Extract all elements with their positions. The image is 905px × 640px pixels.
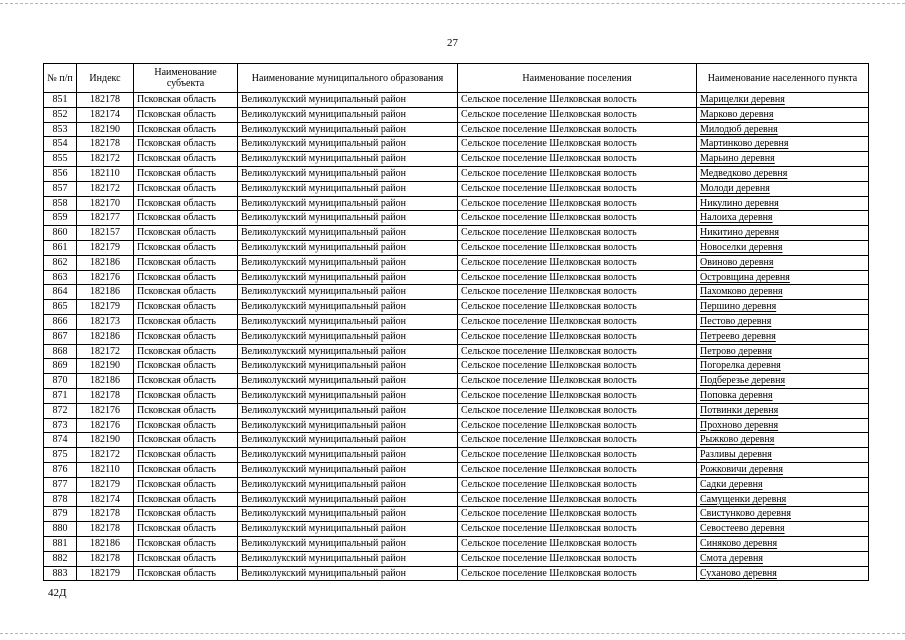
municipality-name: Великолукский муниципальный район [238,359,458,374]
row-number: 866 [44,314,77,329]
table-row [44,300,869,315]
row-number: 873 [44,418,77,433]
postal-index: 182176 [77,403,134,418]
locality-name: Марково деревня [697,107,869,122]
header-settlement: Наименование поселения [458,64,697,93]
settlement-name: Сельское поселение Шелковская волость [458,181,697,196]
table-row [44,122,869,137]
settlement-name: Сельское поселение Шелковская волость [458,137,697,152]
row-number: 855 [44,152,77,167]
row-number: 860 [44,226,77,241]
settlement-name: Сельское поселение Шелковская волость [458,566,697,581]
table-row [44,93,869,108]
settlement-name: Сельское поселение Шелковская волость [458,462,697,477]
table-row [44,388,869,403]
postal-index: 182186 [77,374,134,389]
row-number: 865 [44,300,77,315]
header-locality: Наименование населенного пункта [697,64,869,93]
municipality-name: Великолукский муниципальный район [238,152,458,167]
table-row [44,196,869,211]
municipality-name: Великолукский муниципальный район [238,181,458,196]
row-number: 864 [44,285,77,300]
row-number: 879 [44,507,77,522]
locality-name: Овиново деревня [697,255,869,270]
settlement-name: Сельское поселение Шелковская волость [458,107,697,122]
table-row [44,536,869,551]
settlement-name: Сельское поселение Шелковская волость [458,255,697,270]
municipality-name: Великолукский муниципальный район [238,374,458,389]
settlement-name: Сельское поселение Шелковская волость [458,433,697,448]
postal-index: 182172 [77,448,134,463]
table-row [44,240,869,255]
subject-name: Псковская область [134,107,238,122]
row-number: 868 [44,344,77,359]
table-body [44,93,869,581]
table-row [44,433,869,448]
table-row [44,270,869,285]
settlement-name: Сельское поселение Шелковская волость [458,536,697,551]
postal-index: 182178 [77,551,134,566]
settlement-name: Сельское поселение Шелковская волость [458,359,697,374]
locality-name: Пахомково деревня [697,285,869,300]
subject-name: Псковская область [134,329,238,344]
subject-name: Псковская область [134,522,238,537]
settlement-name: Сельское поселение Шелковская волость [458,240,697,255]
subject-name: Псковская область [134,255,238,270]
postal-index: 182178 [77,93,134,108]
municipality-name: Великолукский муниципальный район [238,196,458,211]
table-row [44,255,869,270]
table-row [44,166,869,181]
sheet-code: 42Д [48,587,67,599]
row-number: 861 [44,240,77,255]
postal-index: 182172 [77,152,134,167]
municipality-name: Великолукский муниципальный район [238,122,458,137]
table-row [44,137,869,152]
subject-name: Псковская область [134,374,238,389]
subject-name: Псковская область [134,536,238,551]
table-row [44,492,869,507]
subject-name: Псковская область [134,403,238,418]
postal-index: 182172 [77,181,134,196]
subject-name: Псковская область [134,507,238,522]
settlement-name: Сельское поселение Шелковская волость [458,166,697,181]
row-number: 877 [44,477,77,492]
row-number: 856 [44,166,77,181]
table-row [44,418,869,433]
locality-name: Марицелки деревня [697,93,869,108]
header-subject: Наименование субъекта [134,64,238,93]
row-number: 882 [44,551,77,566]
locality-name: Першино деревня [697,300,869,315]
row-number: 869 [44,359,77,374]
subject-name: Псковская область [134,448,238,463]
settlement-name: Сельское поселение Шелковская волость [458,300,697,315]
row-number: 852 [44,107,77,122]
table-row [44,462,869,477]
municipality-name: Великолукский муниципальный район [238,507,458,522]
subject-name: Псковская область [134,166,238,181]
locality-name: Молоди деревня [697,181,869,196]
municipality-name: Великолукский муниципальный район [238,255,458,270]
locality-name: Никитино деревня [697,226,869,241]
postal-index: 182177 [77,211,134,226]
subject-name: Псковская область [134,418,238,433]
locality-name: Милодюб деревня [697,122,869,137]
subject-name: Псковская область [134,226,238,241]
postal-index: 182173 [77,314,134,329]
locality-name: Рыжково деревня [697,433,869,448]
locality-name: Самущенки деревня [697,492,869,507]
locality-name: Поповка деревня [697,388,869,403]
municipality-name: Великолукский муниципальный район [238,137,458,152]
settlement-name: Сельское поселение Шелковская волость [458,418,697,433]
municipality-name: Великолукский муниципальный район [238,536,458,551]
postal-index: 182110 [77,462,134,477]
locality-name: Прохново деревня [697,418,869,433]
row-number: 871 [44,388,77,403]
postal-index: 182174 [77,492,134,507]
settlement-name: Сельское поселение Шелковская волость [458,93,697,108]
locality-name: Разливы деревня [697,448,869,463]
subject-name: Псковская область [134,477,238,492]
table-row [44,314,869,329]
postal-index: 182186 [77,255,134,270]
subject-name: Псковская область [134,122,238,137]
row-number: 858 [44,196,77,211]
locality-name: Никулино деревня [697,196,869,211]
settlement-name: Сельское поселение Шелковская волость [458,344,697,359]
municipality-name: Великолукский муниципальный район [238,211,458,226]
table-row [44,522,869,537]
scan-edge-bottom [0,633,905,634]
locality-name: Свистунково деревня [697,507,869,522]
settlement-name: Сельское поселение Шелковская волость [458,211,697,226]
table-row [44,344,869,359]
subject-name: Псковская область [134,300,238,315]
row-number: 876 [44,462,77,477]
scan-edge-top [0,3,905,4]
municipality-name: Великолукский муниципальный район [238,285,458,300]
subject-name: Псковская область [134,344,238,359]
settlement-name: Сельское поселение Шелковская волость [458,329,697,344]
subject-name: Псковская область [134,270,238,285]
subject-name: Псковская область [134,433,238,448]
row-number: 863 [44,270,77,285]
locality-name: Потвинки деревня [697,403,869,418]
municipality-name: Великолукский муниципальный район [238,403,458,418]
row-number: 867 [44,329,77,344]
subject-name: Псковская область [134,359,238,374]
subject-name: Псковская область [134,551,238,566]
postal-index: 182178 [77,137,134,152]
postal-index: 182190 [77,122,134,137]
settlement-name: Сельское поселение Шелковская волость [458,388,697,403]
locality-name: Синяково деревня [697,536,869,551]
municipality-name: Великолукский муниципальный район [238,344,458,359]
municipality-name: Великолукский муниципальный район [238,566,458,581]
settlements-table [43,63,869,581]
municipality-name: Великолукский муниципальный район [238,388,458,403]
municipality-name: Великолукский муниципальный район [238,314,458,329]
header-number: № п/п [44,64,77,93]
settlement-name: Сельское поселение Шелковская волость [458,492,697,507]
table-row [44,211,869,226]
settlement-name: Сельское поселение Шелковская волость [458,196,697,211]
municipality-name: Великолукский муниципальный район [238,462,458,477]
locality-name: Медведково деревня [697,166,869,181]
settlement-name: Сельское поселение Шелковская волость [458,270,697,285]
subject-name: Псковская область [134,314,238,329]
municipality-name: Великолукский муниципальный район [238,551,458,566]
subject-name: Псковская область [134,211,238,226]
locality-name: Погорелка деревня [697,359,869,374]
postal-index: 182174 [77,107,134,122]
table-row [44,226,869,241]
postal-index: 182170 [77,196,134,211]
postal-index: 182190 [77,359,134,374]
table-row [44,359,869,374]
municipality-name: Великолукский муниципальный район [238,166,458,181]
table-row [44,403,869,418]
postal-index: 182186 [77,536,134,551]
row-number: 872 [44,403,77,418]
row-number: 880 [44,522,77,537]
postal-index: 182110 [77,166,134,181]
settlement-name: Сельское поселение Шелковская волость [458,122,697,137]
locality-name: Севостеево деревня [697,522,869,537]
subject-name: Псковская область [134,462,238,477]
settlement-name: Сельское поселение Шелковская волость [458,448,697,463]
municipality-name: Великолукский муниципальный район [238,226,458,241]
municipality-name: Великолукский муниципальный район [238,418,458,433]
row-number: 857 [44,181,77,196]
row-number: 853 [44,122,77,137]
table-row [44,374,869,389]
table-row [44,181,869,196]
table-row [44,477,869,492]
postal-index: 182176 [77,270,134,285]
row-number: 854 [44,137,77,152]
table-row [44,107,869,122]
subject-name: Псковская область [134,181,238,196]
locality-name: Рожковичи деревня [697,462,869,477]
header-municipality: Наименование муниципального образования [238,64,458,93]
row-number: 859 [44,211,77,226]
municipality-name: Великолукский муниципальный район [238,93,458,108]
municipality-name: Великолукский муниципальный район [238,107,458,122]
locality-name: Пестово деревня [697,314,869,329]
table-header-row [44,64,869,93]
row-number: 875 [44,448,77,463]
header-index: Индекс [77,64,134,93]
postal-index: 182190 [77,433,134,448]
postal-index: 182186 [77,285,134,300]
municipality-name: Великолукский муниципальный район [238,270,458,285]
municipality-name: Великолукский муниципальный район [238,448,458,463]
municipality-name: Великолукский муниципальный район [238,477,458,492]
settlement-name: Сельское поселение Шелковская волость [458,152,697,167]
locality-name: Новоселки деревня [697,240,869,255]
locality-name: Суханово деревня [697,566,869,581]
postal-index: 182178 [77,507,134,522]
postal-index: 182178 [77,388,134,403]
row-number: 862 [44,255,77,270]
postal-index: 182157 [77,226,134,241]
locality-name: Петреево деревня [697,329,869,344]
settlement-name: Сельское поселение Шелковская волость [458,226,697,241]
page-number: 27 [447,37,458,49]
row-number: 874 [44,433,77,448]
subject-name: Псковская область [134,240,238,255]
postal-index: 182186 [77,329,134,344]
subject-name: Псковская область [134,152,238,167]
row-number: 851 [44,93,77,108]
table-row [44,551,869,566]
locality-name: Островщина деревня [697,270,869,285]
settlement-name: Сельское поселение Шелковская волость [458,522,697,537]
locality-name: Петрово деревня [697,344,869,359]
locality-name: Подберезье деревня [697,374,869,389]
subject-name: Псковская область [134,196,238,211]
subject-name: Псковская область [134,93,238,108]
row-number: 883 [44,566,77,581]
settlement-name: Сельское поселение Шелковская волость [458,551,697,566]
settlement-name: Сельское поселение Шелковская волость [458,285,697,300]
row-number: 881 [44,536,77,551]
municipality-name: Великолукский муниципальный район [238,300,458,315]
settlement-name: Сельское поселение Шелковская волость [458,374,697,389]
row-number: 878 [44,492,77,507]
postal-index: 182172 [77,344,134,359]
subject-name: Псковская область [134,137,238,152]
table-row [44,566,869,581]
table-row [44,448,869,463]
table-row [44,285,869,300]
postal-index: 182178 [77,522,134,537]
row-number: 870 [44,374,77,389]
settlement-name: Сельское поселение Шелковская волость [458,314,697,329]
locality-name: Садки деревня [697,477,869,492]
locality-name: Мартинково деревня [697,137,869,152]
table-row [44,507,869,522]
postal-index: 182179 [77,300,134,315]
table-row [44,152,869,167]
postal-index: 182179 [77,240,134,255]
postal-index: 182176 [77,418,134,433]
locality-name: Смота деревня [697,551,869,566]
municipality-name: Великолукский муниципальный район [238,492,458,507]
municipality-name: Великолукский муниципальный район [238,329,458,344]
subject-name: Псковская область [134,388,238,403]
municipality-name: Великолукский муниципальный район [238,433,458,448]
postal-index: 182179 [77,477,134,492]
locality-name: Налоиха деревня [697,211,869,226]
subject-name: Псковская область [134,492,238,507]
subject-name: Псковская область [134,285,238,300]
municipality-name: Великолукский муниципальный район [238,240,458,255]
settlement-name: Сельское поселение Шелковская волость [458,477,697,492]
table-row [44,329,869,344]
locality-name: Марьино деревня [697,152,869,167]
postal-index: 182179 [77,566,134,581]
settlement-name: Сельское поселение Шелковская волость [458,507,697,522]
municipality-name: Великолукский муниципальный район [238,522,458,537]
subject-name: Псковская область [134,566,238,581]
settlement-name: Сельское поселение Шелковская волость [458,403,697,418]
